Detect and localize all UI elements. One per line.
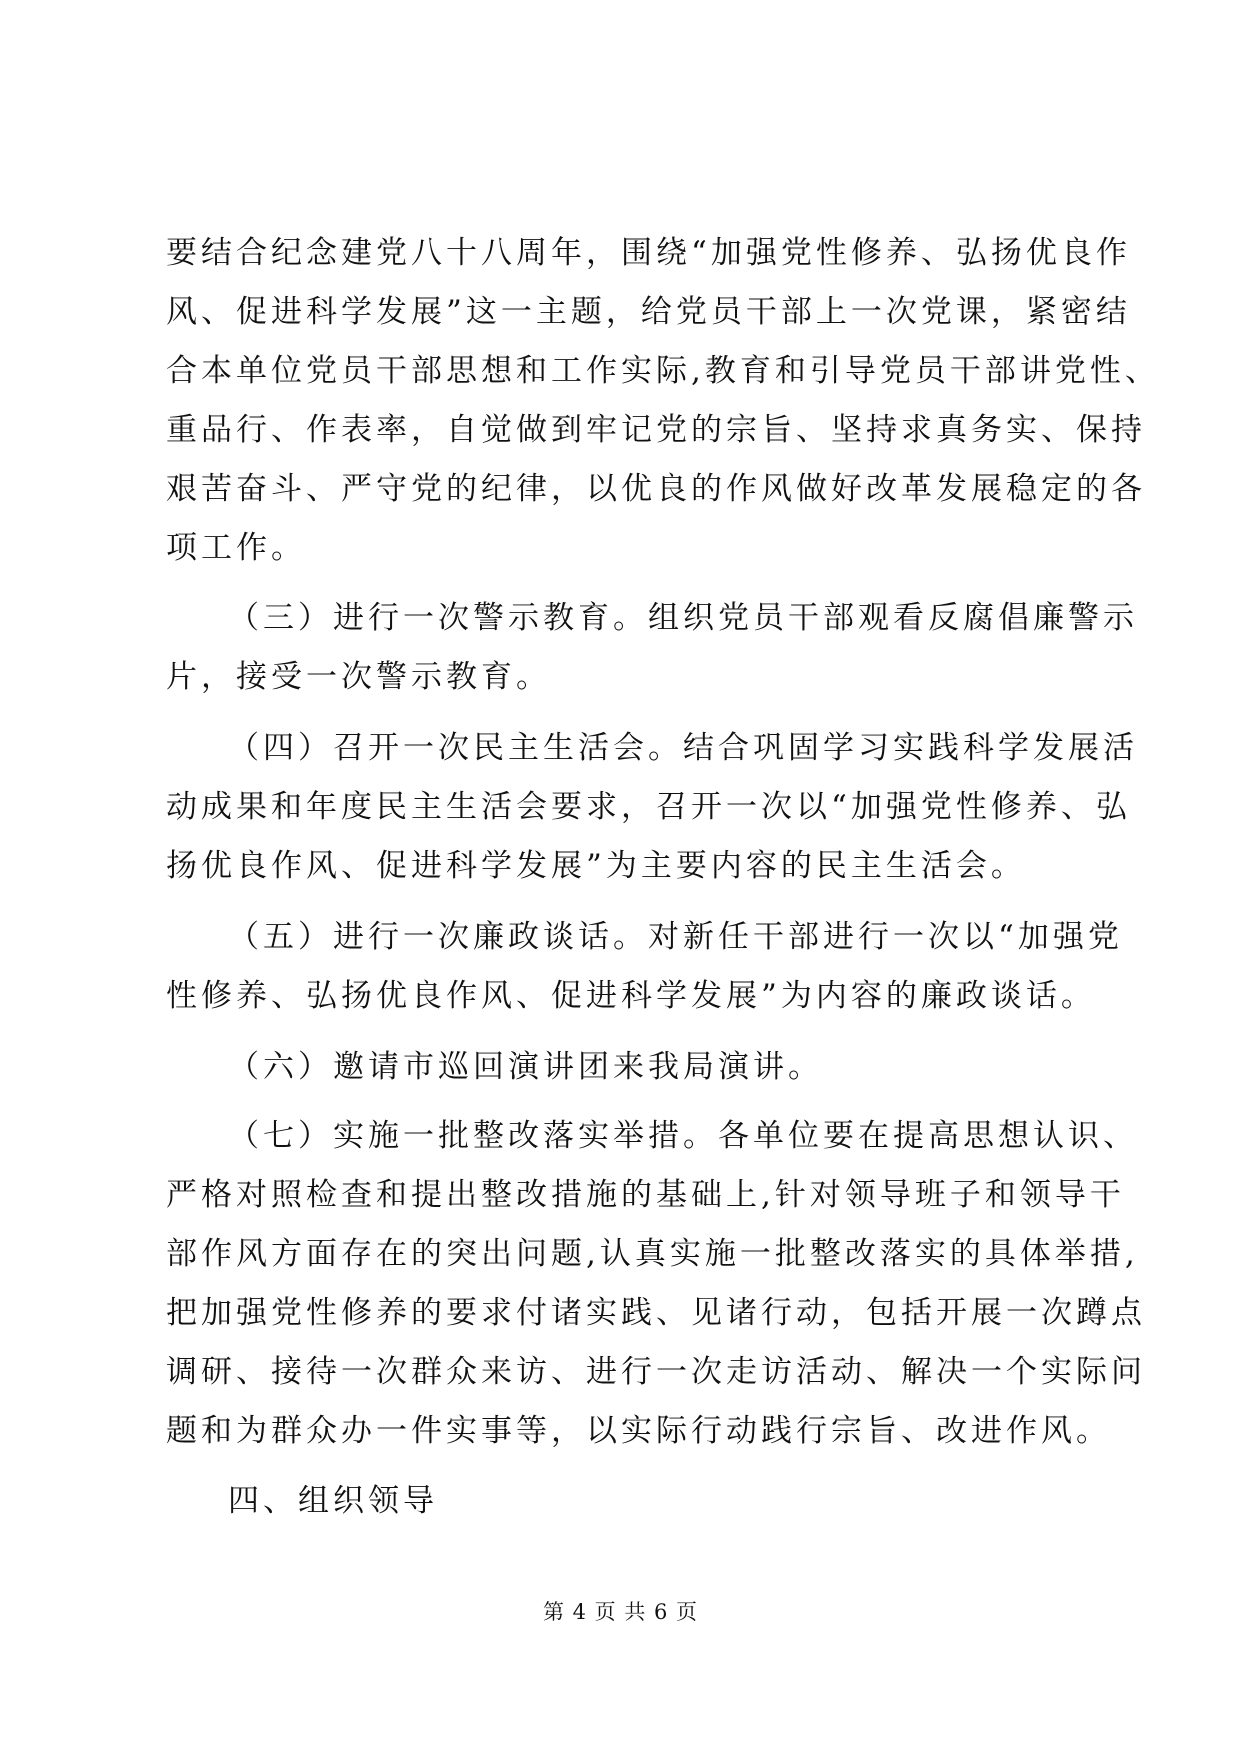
text-line: 风、促进科学发展”这一主题，给党员干部上一次党课，紧密结 — [166, 294, 1131, 330]
text-line: （五）进行一次廉政谈话。对新任干部进行一次以“加强党 — [228, 919, 1123, 955]
text-line: （六）邀请市巡回演讲团来我局演讲。 — [228, 1049, 823, 1085]
text-line: 部作风方面存在的突出问题,认真实施一批整改落实的具体举措, — [166, 1236, 1139, 1272]
text-line: 重品行、作表率，自觉做到牢记党的宗旨、坚持求真务实、保持 — [166, 412, 1146, 448]
text-line: 艰苦奋斗、严守党的纪律，以优良的作风做好改革发展稳定的各 — [166, 471, 1146, 507]
text-line: 片，接受一次警示教育。 — [166, 659, 551, 695]
text-line: 性修养、弘扬优良作风、促进科学发展”为内容的廉政谈话。 — [166, 978, 1096, 1014]
text-line: 要结合纪念建党八十八周年，围绕“加强党性修养、弘扬优良作 — [166, 235, 1131, 271]
text-line: 扬优良作风、促进科学发展”为主要内容的民主生活会。 — [166, 848, 1026, 884]
text-line: 动成果和年度民主生活会要求，召开一次以“加强党性修养、弘 — [166, 789, 1131, 825]
text-line: 合本单位党员干部思想和工作实际,教育和引导党员干部讲党性、 — [166, 353, 1160, 389]
text-line: （七）实施一批整改落实举措。各单位要在提高思想认识、 — [228, 1118, 1138, 1154]
page-number-footer: 第 4 页 共 6 页 — [542, 1600, 699, 1624]
text-line: 调研、接待一次群众来访、进行一次走访活动、解决一个实际问 — [166, 1354, 1146, 1390]
text-line: 题和为群众办一件实事等，以实际行动践行宗旨、改进作风。 — [166, 1413, 1111, 1449]
text-line: 严格对照检查和提出整改措施的基础上,针对领导班子和领导干 — [166, 1177, 1125, 1213]
text-line: （四）召开一次民主生活会。结合巩固学习实践科学发展活 — [228, 730, 1138, 766]
text-line: 把加强党性修养的要求付诸实践、见诸行动，包括开展一次蹲点 — [166, 1295, 1146, 1331]
text-line: 项工作。 — [166, 530, 306, 566]
section-heading: 四、组织领导 — [228, 1483, 438, 1519]
text-line: （三）进行一次警示教育。组织党员干部观看反腐倡廉警示 — [228, 600, 1138, 636]
